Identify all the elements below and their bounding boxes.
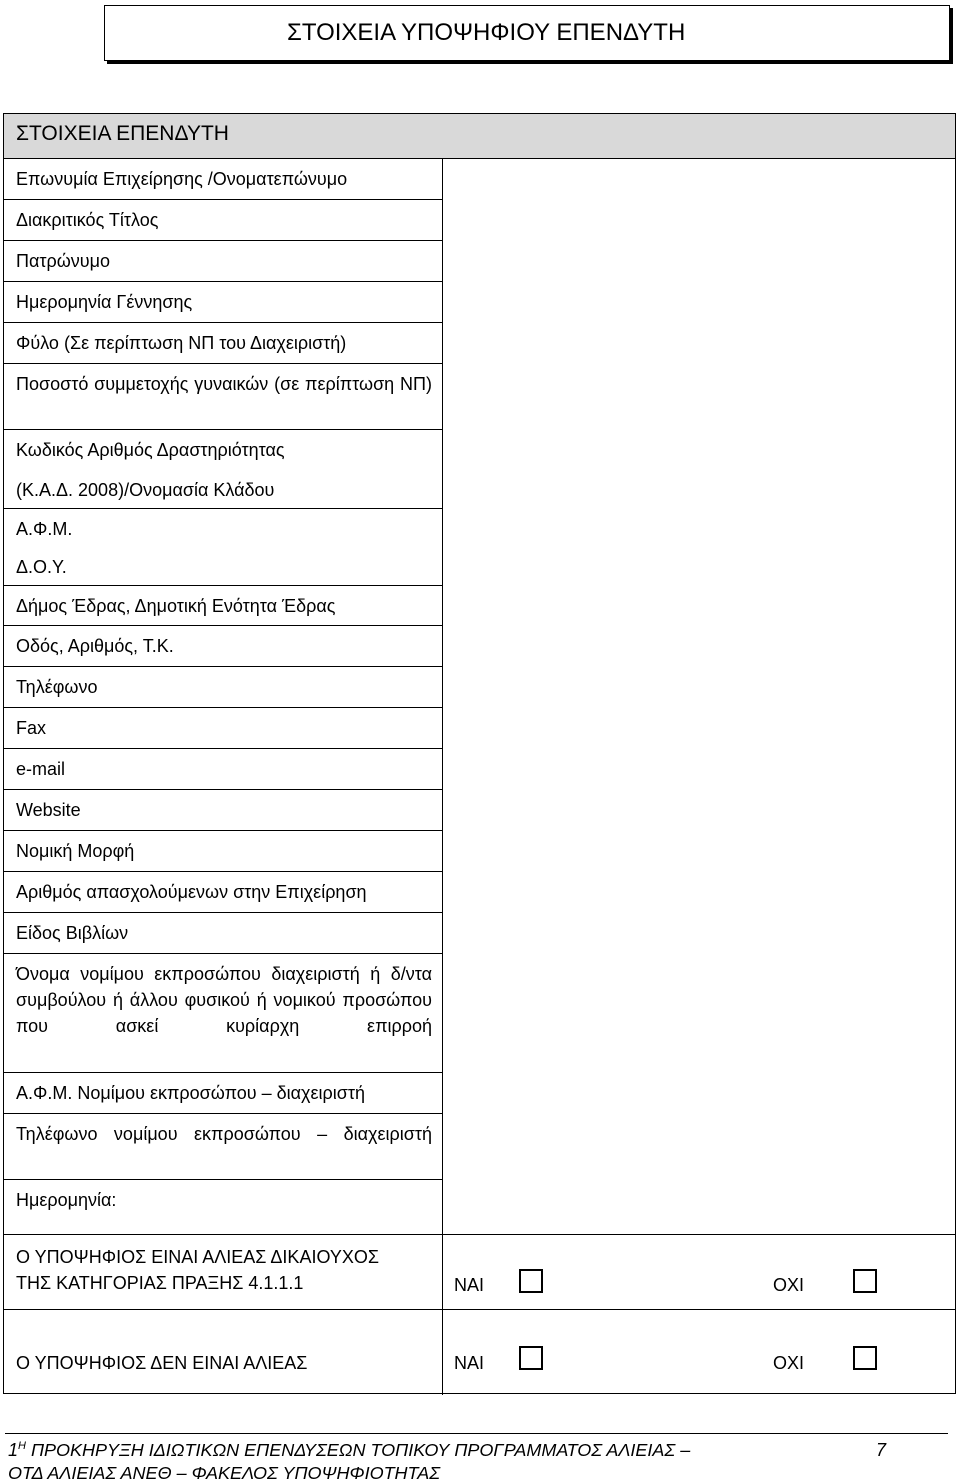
field-label: Ημερομηνία: — [16, 1190, 117, 1210]
field-label: Πατρώνυμο — [16, 251, 111, 271]
field-row[interactable] — [4, 954, 442, 1073]
field-label: Νομική Μορφή — [16, 841, 135, 861]
field-label: Τηλέφωνο νομίμου εκπροσώπου – διαχειριστή — [16, 1124, 432, 1144]
field-label: e-mail — [16, 759, 66, 779]
field-label: Φύλο (Σε περίπτωση ΝΠ του Διαχειριστή) — [16, 333, 347, 353]
field-label: Αριθμός απασχολούμενων στην Επιχείρηση — [16, 882, 367, 902]
field-label: Ποσοστό συμμετοχής γυναικών (σε περίπτωση ΝΠ) — [16, 374, 432, 394]
footer-line-2: ΟΤΔ ΑΛΙΕΙΑΣ ΑΝΕΘ – ΦΑΚΕΛΟΣ ΥΠΟΨΗΦΙΟΤΗΤΑΣ — [8, 1463, 441, 1483]
field-row[interactable] — [4, 159, 442, 200]
field-row[interactable] — [4, 509, 442, 547]
page-number: 7 — [876, 1440, 887, 1460]
title-box — [104, 5, 950, 61]
section-header — [4, 114, 955, 159]
field-row[interactable] — [4, 1180, 442, 1220]
field-row[interactable] — [4, 323, 442, 364]
field-label: Επωνυμία Επιχείρησης /Ονοματεπώνυμο — [16, 169, 348, 189]
candidate-divider — [4, 1234, 955, 1235]
candidate-label-2: Ο ΥΠΟΨΗΦΙΟΣ ΔΕΝ ΕΙΝΑΙ ΑΛΙΕΑΣ — [16, 1353, 308, 1373]
field-row[interactable] — [4, 470, 442, 509]
no-label: ΟΧΙ — [773, 1353, 805, 1373]
field-row[interactable] — [4, 1114, 442, 1180]
yes-label: ΝΑΙ — [454, 1275, 485, 1295]
field-label: Κωδικός Αριθμός Δραστηριότητας — [16, 440, 285, 460]
field-row[interactable] — [4, 913, 442, 954]
field-row[interactable] — [4, 282, 442, 323]
field-label: Ημερομηνία Γέννησης — [16, 292, 193, 312]
candidate-label-line: ΤΗΣ ΚΑΤΗΓΟΡΙΑΣ ΠΡΑΞΗΣ 4.1.1.1 — [16, 1273, 304, 1293]
footer-line-1 — [8, 1440, 690, 1461]
candidate-label-1 — [16, 1244, 379, 1296]
field-label: Οδός, Αριθμός, Τ.Κ. — [16, 636, 174, 656]
field-label: Όνομα νομίμου εκπροσώπου διαχειριστή ή δ/ντα συμβούλου ή άλλου φυσικού ή νομικού προσώπου που ασκεί κυρίαρχη επιρροή — [16, 964, 432, 1036]
field-row[interactable] — [4, 626, 442, 667]
field-row[interactable] — [4, 790, 442, 831]
field-row[interactable] — [4, 708, 442, 749]
field-label: Δ.Ο.Υ. — [16, 557, 67, 577]
field-list — [4, 159, 443, 1220]
yes-label: ΝΑΙ — [454, 1353, 485, 1373]
candidate-row-divider — [4, 1309, 955, 1310]
field-row[interactable] — [4, 872, 442, 913]
field-label: Διακριτικός Τίτλος — [16, 210, 159, 230]
field-row[interactable] — [4, 749, 442, 790]
field-label: Τηλέφωνο — [16, 677, 98, 697]
candidate-label-line: Ο ΥΠΟΨΗΦΙΟΣ ΕΙΝΑΙ ΑΛΙΕΑΣ ΔΙΚΑΙΟΥΧΟΣ — [16, 1247, 380, 1267]
yes-checkbox[interactable] — [519, 1346, 543, 1370]
field-label: Α.Φ.Μ. Νομίμου εκπροσώπου – διαχειριστή — [16, 1083, 365, 1103]
field-row[interactable] — [4, 547, 442, 586]
field-label: Website — [16, 800, 81, 820]
no-checkbox[interactable] — [853, 1346, 877, 1370]
field-row[interactable] — [4, 831, 442, 872]
field-row[interactable] — [4, 667, 442, 708]
column-divider — [442, 159, 443, 1395]
field-label: Είδος Βιβλίων — [16, 923, 129, 943]
field-row[interactable] — [4, 241, 442, 282]
field-row[interactable] — [4, 200, 442, 241]
footer-number: 1 — [8, 1440, 19, 1460]
field-label: Α.Φ.Μ. — [16, 519, 73, 539]
no-label: ΟΧΙ — [773, 1275, 805, 1295]
field-row[interactable] — [4, 364, 442, 430]
yes-checkbox[interactable] — [519, 1269, 543, 1293]
footer-superscript: Η — [18, 1440, 26, 1452]
no-checkbox[interactable] — [853, 1269, 877, 1293]
field-label: Fax — [16, 718, 47, 738]
field-label: Δήμος Έδρας, Δημοτική Ενότητα Έδρας — [16, 596, 336, 616]
investor-form — [3, 113, 956, 1394]
footer-rule — [5, 1433, 948, 1434]
field-row[interactable] — [4, 1073, 442, 1114]
page-title: ΣΤΟΙΧΕΙΑ ΥΠΟΨΗΦΙΟΥ ΕΠΕΝΔΥΤΗ — [287, 19, 686, 46]
section-header-label: ΣΤΟΙΧΕΙΑ ΕΠΕΝΔΥΤΗ — [16, 122, 229, 145]
field-row[interactable] — [4, 430, 442, 470]
field-label: (Κ.Α.Δ. 2008)/Ονομασία Κλάδου — [16, 480, 275, 500]
field-row[interactable] — [4, 586, 442, 626]
footer-text: ΠΡΟΚΗΡΥΞΗ ΙΔΙΩΤΙΚΩΝ ΕΠΕΝΔΥΣΕΩΝ ΤΟΠΙΚΟΥ ΠΡΟΓΡΑΜΜΑΤΟΣ ΑΛΙΕΙΑΣ – — [25, 1440, 691, 1460]
